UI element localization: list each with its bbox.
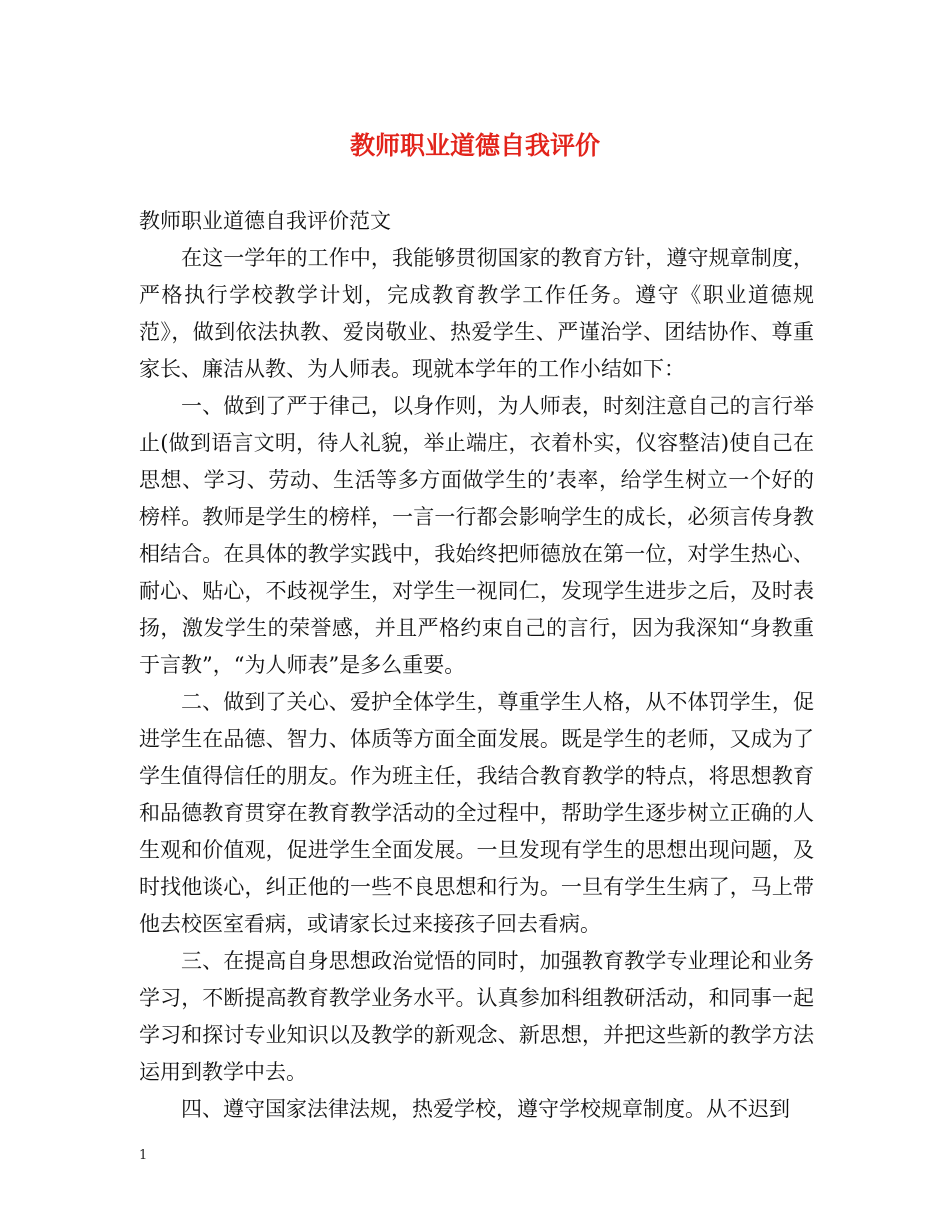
paragraph-section-2: 二、做到了关心、爱护全体学生，尊重学生人格，从不体罚学生，促进学生在品德、智力、体质等方面全面发展。既是学生的老师，又成为了学生值得信任的朋友。作为班主任，我结合教育教学的特点，将思想教育和品德教育贯穿在教育教学活动的全过程中，帮助学生逐步树立正确的人生观和价值观，促进学生全面发展。一旦发现有学生的思想出现问题，及时找他谈心，纠正他的一些不良思想和行为。一旦有学生生病了，马上带他去校医室看病，或请家长过来接孩子回去看病。 [139, 690, 814, 936]
paragraph-section-4: 四、遵守国家法律法规，热爱学校，遵守学校规章制度。从不迟到 [181, 1097, 790, 1121]
paragraph-intro: 在这一学年的工作中，我能够贯彻国家的教育方针，遵守规章制度，严格执行学校教学计划，完成教育教学工作任务。遵守《职业道德规范》，做到依法执教、爱岗敬业、热爱学生、严谨治学、团结协作、尊重家长、廉洁从教、为人师表。现就本学年的工作小结如下： [139, 246, 814, 381]
page-number: 1 [139, 1148, 148, 1163]
paragraph-section-3: 三、在提高自身思想政治觉悟的同时，加强教育教学专业理论和业务学习，不断提高教育教学业务水平。认真参加科组教研活动，和同事一起学习和探讨专业知识以及教学的新观念、新思想，并把这些新的教学方法运用到教学中去。 [139, 949, 814, 1084]
document-title: 教师职业道德自我评价 [349, 131, 600, 160]
document-subtitle: 教师职业道德自我评价范文 [139, 209, 391, 233]
paragraph-section-1: 一、做到了严于律己，以身作则，为人师表，时刻注意自己的言行举止(做到语言文明，待人礼貌，举止端庄，衣着朴实，仪容整洁)使自己在思想、学习、劳动、生活等多方面做学生的’表率，给学生树立一个好的榜样。教师是学生的榜样，一言一行都会影响学生的成长，必须言传身教相结合。在具体的教学实践中，我始终把师德放在第一位，对学生热心、耐心、贴心，不歧视学生，对学生一视同仁，发现学生进步之后，及时表扬，激发学生的荣誉感，并且严格约束自己的言行，因为我深知“身教重于言教”，“为人师表”是多么重要。 [139, 394, 814, 677]
document-body [139, 203, 814, 1128]
